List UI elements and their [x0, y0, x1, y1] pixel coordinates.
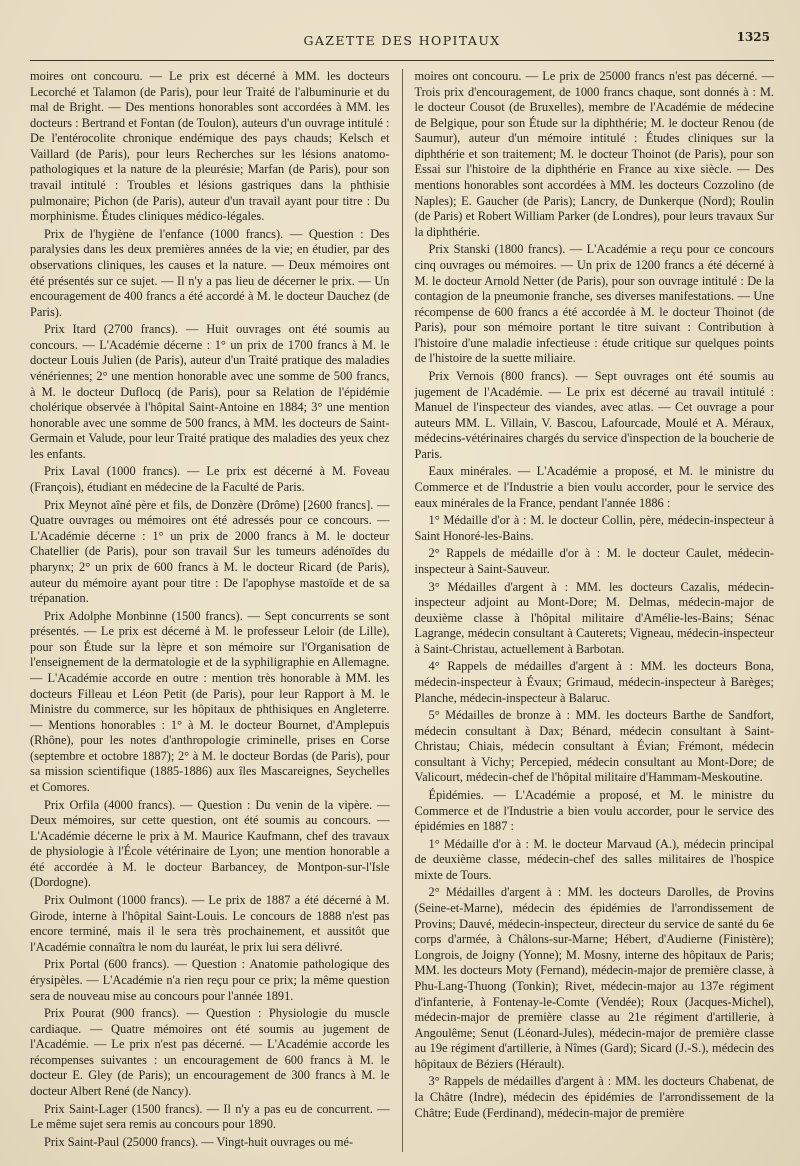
right-column	[415, 69, 775, 1152]
paragraph: 2° Rappels de médaille d'or à : M. le docteur Caulet, médecin-inspecteur à Saint-Sauveur.	[414, 546, 774, 576]
column-divider	[402, 69, 403, 1152]
paragraph: moires ont concouru. — Le prix de 25000 francs n'est pas décerné. — Trois prix d'encouragement, de 1000 francs chaque, sont donnés à : M. le docteur Cousot (de Bruxelles), membre de l'Académie de médecine de Belgique, pour son Étude sur la diphthérie; M. le docteur Renou (de Saumur), auteur d'un mémoire intitulé : Études cliniques sur la diphthérie et son traitement; M. le docteur Thoinot (de Paris), pour son Essai sur l'histoire de la diphthérie en France au xixe siècle. — Des mentions honorables sont accordées à MM. les docteurs Cozzolino (de Naples); E. Gaucher (de Paris); Lancry, de Dunkerque (Nord); Roulin (de Paris) et Robert William Parker (de Londres), pour leurs travaux Sur la diphthérie.	[414, 69, 774, 239]
paragraph: 1° Médaille d'or à : M. le docteur Collin, père, médecin-inspecteur à Saint Honoré-les-Bains.	[414, 513, 774, 543]
paragraph: Prix Adolphe Monbinne (1500 francs). — Sept concurrents se sont présentés. — Le prix est décerné à M. le professeur Leloir (de Lille), pour son Étude sur la lèpre et son mémoire sur l'Organisation de l'enseignement de la dermatologie et de la syphiligraphie en Allemagne. — L'Académie accorde en outre : mention très honorable à MM. les docteurs Filleau et Léon Petit (de Paris), pour leur Rapport à M. le Ministre du commerce, sur les hôpitaux de phthisiques en Angleterre. — Mentions honorables : 1° à M. le docteur Bournet, d'Amplepuis (Rhône), pour les notes d'anthropologie criminelle, prises en Corse (septembre et octobre 1887); 2° à M. le docteur Bordas (de Paris), pour sa mission scientifique (1885-1886) aux îles Mascareignes, Seychelles et Comores.	[30, 608, 390, 795]
paragraph: 1° Médaille d'or à : M. le docteur Marvaud (A.), médecin principal de deuxième classe, médecin-chef des salles militaires de l'hospice mixte de Tours.	[414, 836, 774, 882]
paragraph: Prix Meynot aîné père et fils, de Donzère (Drôme) [2600 francs]. — Quatre ouvrages ou mémoires ont été adressés pour ce concours. — L'Académie décerne : 1° un prix de 2000 francs à M. le docteur Chatellier (de Paris), pour son travail Sur les tumeurs adénoïdes du pharynx; 2° un prix de 600 francs à M. le docteur Ricard (de Paris), auteur du mémoire ayant pour titre : De l'apophyse mastoïde et de sa trépanation.	[30, 497, 390, 606]
paragraph: Prix Saint-Lager (1500 francs). — Il n'y a pas eu de concurrent. — Le même sujet sera remis au concours pour 1890.	[30, 1101, 390, 1132]
journal-title: GAZETTE DES HOPITAUX	[303, 33, 501, 48]
paragraph: Prix Orfila (4000 francs). — Question : Du venin de la vipère. — Deux mémoires, sur cette question, ont été soumis au concours. — L'Académie décerne le prix à M. Maurice Kaufmann, chef des travaux de physiologie à l'École vétérinaire de Lyon; une mention honorable a été accordée à M. le docteur Barbancey, de Montpon-sur-l'Isle (Dordogne).	[30, 797, 390, 890]
paragraph: 2° Médailles d'argent à : MM. les docteurs Darolles, de Provins (Seine-et-Marne), médecin des épidémies de l'arrondissement de Provins; Dauvé, médecin-inspecteur, directeur du service de santé du 6e corps d'armée, à Châlons-sur-Marne; Hébert, d'Audierne (Finistère); Longrois, de Joigny (Yonne); M. Mosny, interne des hôpitaux de Paris; MM. les docteurs Moty (Fernand), médecin-major de première classe, à Phu-Lang-Thuong (Tonkin); Rivet, médecin-major au 137e régiment d'infanterie, à Fontenay-le-Comte (Vendée); Roux (Jacques-Michel), médecin-major de première classe au 21e régiment d'artillerie, à Angoulême; Senut (Léonard-Jules), médecin-major de première classe au 19e régiment d'artillerie, à Nîmes (Gard); Sicard (J.-S.), médecin des hôpitaux de Béziers (Hérault).	[414, 885, 774, 1071]
paragraph: Prix de l'hygiène de l'enfance (1000 francs). — Question : Des paralysies dans les deux premières années de la vie; en étudier, par des observations cliniques, les causes et la nature. — Deux mémoires ont été présentés sur ce sujet. — Il n'y a pas lieu de décerner le prix. — Un encouragement de 400 francs a été accordé à M. le docteur Dauchez (de Paris).	[30, 226, 390, 319]
paragraph: 3° Médailles d'argent à : MM. les docteurs Cazalis, médecin-inspecteur adjoint au Mont-Dore; M. Delmas, médecin-major de deuxième classe à l'hôpital militaire d'Amélie-les-Bains; Sénac Lagrange, médecin consultant à Cauterets; Vigneau, médecin-inspecteur à Saint-Christau, actuellement à Barbotan.	[414, 579, 774, 656]
paragraph: Prix Stanski (1800 francs). — L'Académie a reçu pour ce concours cinq ouvrages ou mémoires. — Un prix de 1200 francs a été décerné à M. le docteur Arnold Netter (de Paris), pour son ouvrage intitulé : De la contagion de la pneumonie franche, ses diverses manifestations. — Une récompense de 600 francs a été accordée à M. le docteur Thoinot (de Paris), pour son mémoire portant le titre suivant : Contribution à l'histoire d'une maladie infectieuse : étude critique sur quelques points de l'histoire de la suette miliaire.	[414, 242, 774, 366]
paragraph: 3° Rappels de médailles d'argent à : MM. les docteurs Chabenat, de la Châtre (Indre), médecin des épidémies de l'arrondissement de la Châtre; Eude (Ferdinand), médecin-major de première	[414, 1074, 774, 1120]
paragraph: Prix Portal (600 francs). — Question : Anatomie pathologique des érysipèles. — L'Académie n'a rien reçu pour ce prix; la même question sera de nouveau mise au concours pour l'année 1891.	[30, 957, 390, 1003]
paragraph: 5° Médailles de bronze à : MM. les docteurs Barthe de Sandfort, médecin consultant à Dax; Bénard, médecin consultant à Saint-Christau; Chiais, médecin consultant à Évian; Frémont, médecin consultant à Vichy; Percepied, médecin consultant au Mont-Dore; de Valicourt, médecin-chef de l'hôpital militaire d'Hammam-Meskoutine.	[414, 708, 774, 785]
page-number: 1325	[736, 30, 770, 44]
paragraph: Prix Vernois (800 francs). — Sept ouvrages ont été soumis au jugement de l'Académie. — Le prix est décerné au travail intitulé : Manuel de l'inspecteur des viandes, avec atlas. — Cet ouvrage a pour auteurs MM. L. Villain, V. Bascou, Lafourcade, Moulé et A. Méraux, médecins-vétérinaires chargés du service d'inspection de la boucherie de Paris.	[414, 368, 774, 461]
header-rule	[30, 60, 774, 61]
paragraph: 4° Rappels de médailles d'argent à : MM. les docteurs Bona, médecin-inspecteur à Évaux; Grimaud, médecin-inspecteur à Barèges; Planche, médecin-inspecteur à Balaruc.	[414, 659, 774, 705]
paragraph: Prix Itard (2700 francs). — Huit ouvrages ont été soumis au concours. — L'Académie décerne : 1° un prix de 1700 francs à M. le docteur Louis Julien (de Paris), auteur d'un Traité pratique des maladies vénériennes; 2° une mention honorable avec une somme de 500 francs, à M. le docteur Duflocq (de Paris), pour sa Relation de l'épidémie cholérique observée à l'hôpital Saint-Antoine en 1884; 3° une mention honorable avec une somme de 500 francs, à MM. les docteurs de Saint-Germain et Valude, pour leur Traité pratique des maladies des yeux chez les enfants.	[30, 322, 390, 461]
left-column	[30, 69, 390, 1152]
text-columns	[30, 69, 774, 1152]
paragraph: Épidémies. — L'Académie a proposé, et M. le ministre du Commerce et de l'Industrie a bien voulu accorder, pour le service des épidémies en 1887 :	[414, 788, 774, 834]
paragraph: Prix Oulmont (1000 francs). — Le prix de 1887 a été décerné à M. Girode, interne à l'hôpital Saint-Louis. Le concours de 1888 n'est pas encore terminé, mais il le sera très prochainement, et aussitôt que l'Académie connaîtra le nom du lauréat, le prix lui sera délivré.	[30, 893, 390, 954]
paragraph: Prix Saint-Paul (25000 francs). — Vingt-huit ouvrages ou mé-	[44, 1134, 354, 1149]
paragraph: Prix Laval (1000 francs). — Le prix est décerné à M. Foveau (François), étudiant en médecine de la Faculté de Paris.	[30, 464, 390, 495]
paragraph: moires ont concouru. — Le prix est décerné à MM. les docteurs Lecorché et Talamon (de Paris), pour leur Traité de l'albuminurie et du mal de Bright. — Des mentions honorables sont accordées à MM. les docteurs : Bertrand et Fontan (de Toulon), auteurs d'un ouvrage intitulé : De l'entérocolite chronique endémique des pays chauds; Kelsch et Vaillard (de Paris), pour leurs Recherches sur les lésions anatomo-pathologiques et la nature de la pleurésie; Marfan (de Paris), pour son travail intitulé : Troubles et lésions gastriques dans la phthisie pulmonaire; Pichon (de Paris), auteur d'un travail ayant pour titre : Du morphinisme. Études cliniques médico-légales.	[30, 69, 390, 224]
paragraph: Prix Pourat (900 francs). — Question : Physiologie du muscle cardiaque. — Quatre mémoires ont été soumis au jugement de l'Académie. — Le prix n'est pas décerné. — L'Académie accorde les récompenses suivantes : un encouragement de 600 francs à M. le docteur E. Gley (de Paris); un encouragement de 300 francs à M. le docteur Albert René (de Nancy).	[30, 1006, 390, 1098]
paragraph: Eaux minérales. — L'Académie a proposé, et M. le ministre du Commerce et de l'Industrie a bien voulu accorder, pour le service des eaux minérales de la France, pendant l'année 1886 :	[414, 464, 774, 510]
page-header	[30, 30, 774, 58]
